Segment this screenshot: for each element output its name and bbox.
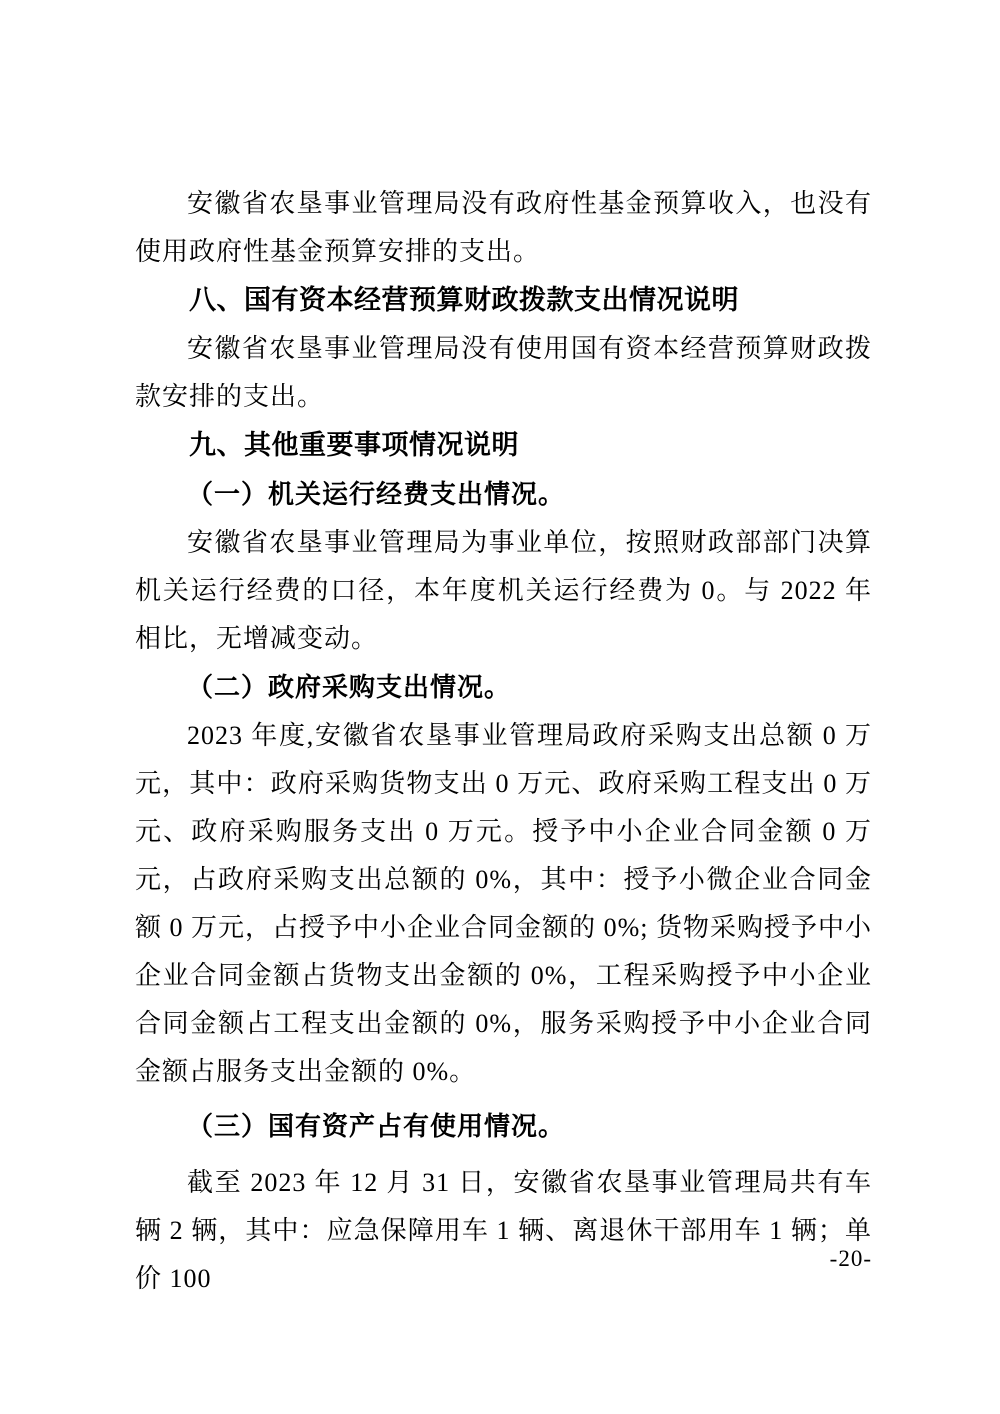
document-body [135,180,872,1303]
heading-section-9-other-important-matters: 九、其他重要事项情况说明 [189,430,519,460]
para-gov-procurement: 2023 年度,安徽省农垦事业管理局政府采购支出总额 0 万元，其中：政府采购货物支出 0 万元、政府采购工程支出 0 万元、政府采购服务支出 0 万元。授予中小企业合同金额 0 万元，占政府采购支出总额的 0%，其中：授予小微企业合同金额 0 万元，占授予中小企业合同金额的 0%; 货物采购授予中小企业合同金额占货物支出金额的 0%，工程采购授予中小企业合同金额占工程支出金额的 0%，服务采购授予中小企业合同金额占服务支出金额的 0%。 [135,721,872,1086]
subheading-2-gov-procurement: （二）政府采购支出情况。 [187,673,512,702]
page-number: -20- [829,1246,872,1271]
heading-section-8-state-capital-budget: 八、国有资本经营预算财政拨款支出情况说明 [189,285,739,315]
para-agency-operating-expense: 安徽省农垦事业管理局为事业单位，按照财政部部门决算机关运行经费的口径，本年度机关运行经费为 0。与 2022 年相比，无增减变动。 [135,528,872,653]
subheading-1-agency-operating-expense: （一）机关运行经费支出情况。 [187,480,566,509]
subheading-3-state-assets-usage: （三）国有资产占有使用情况。 [187,1112,566,1141]
page-footer [135,1243,872,1275]
para-state-capital-budget: 安徽省农垦事业管理局没有使用国有资本经营预算财政拨款安排的支出。 [135,334,872,411]
para-gov-fund-budget: 安徽省农垦事业管理局没有政府性基金预算收入，也没有使用政府性基金预算安排的支出。 [135,189,872,266]
para-state-assets-usage: 截至 2023 年 12 月 31 日，安徽省农垦事业管理局共有车辆 2 辆，其中：应急保障用车 1 辆、离退休干部用车 1 辆；单价 100 [135,1168,872,1293]
